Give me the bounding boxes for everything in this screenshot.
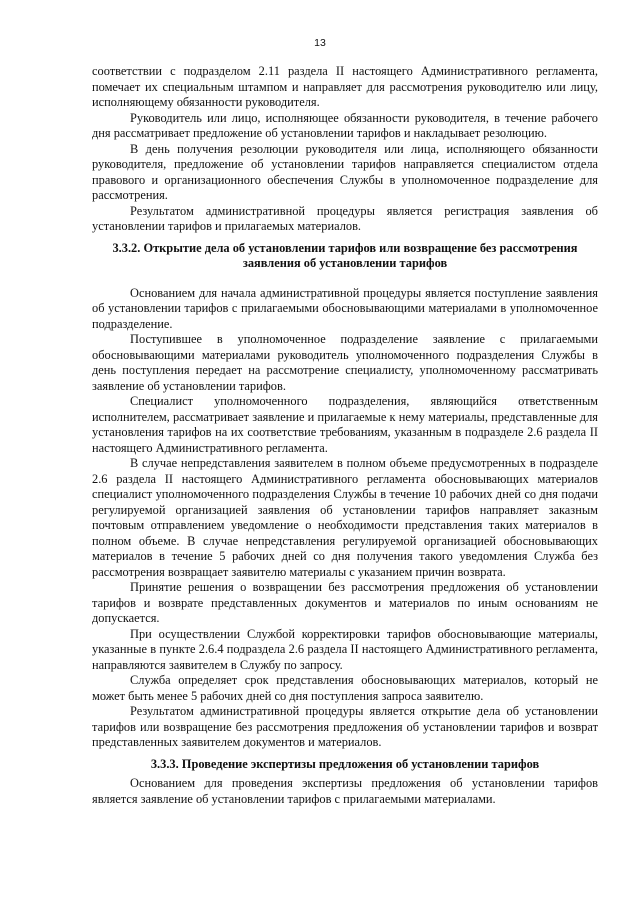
paragraph: Результатом административной процедуры является регистрация заявления об установлении тарифов и прилагаемых материалов.: [92, 203, 598, 233]
page-number: 13: [314, 37, 326, 49]
paragraph: Руководитель или лицо, исполняющее обязанности руководителя, в течение рабочего дня рассматривает предложение об установлении тарифов и накладывает резолюцию.: [92, 110, 598, 140]
paragraph: Результатом административной процедуры является открытие дела об установлении тарифов или возвращение без рассмотрения предложения об установлении тарифов и возврат представленных заявителем документов и материалов.: [92, 704, 598, 749]
section-heading-3-3-3: 3.3.3. Проведение экспертизы предложения об установлении тарифов: [150, 756, 540, 771]
paragraph: Специалист уполномоченного подразделения, являющийся ответственным исполнителем, рассматривает заявление и прилагаемые к нему материалы, представленные для установления тарифов на их соответствие требованиям, указанным в подразделе 2.6 раздела II настоящего Административного регламента.: [92, 394, 598, 455]
paragraph: В день получения резолюции руководителя или лица, исполняющего обязанности руководителя, предложение об установлении тарифов направляется специалистом отдела правового и организационного обеспечения Службы в уполномоченное подразделение для рассмотрения.: [92, 141, 598, 202]
paragraph: соответствии с подразделом 2.11 раздела II настоящего Административного регламента, помечает их специальным штампом и направляет для рассмотрения руководителю или лицу, исполняющему обязанности руководителя.: [92, 64, 598, 109]
paragraph: Принятие решения о возвращении без рассмотрения предложения об установлении тарифов и возврате представленных документов и материалов по иным основаниям не допускается.: [92, 580, 598, 625]
paragraph: Поступившее в уполномоченное подразделение заявление с прилагаемыми обосновывающими материалами руководитель уполномоченного подразделения Службы в день поступления передает на рассмотрение специалисту, уполномоченному рассматривать заявление об установлении тарифов.: [92, 332, 598, 393]
paragraph: Основанием для проведения экспертизы предложения об установлении тарифов является заявление об установлении тарифов с прилагаемыми материалами.: [92, 776, 598, 806]
paragraph: В случае непредставления заявителем в полном объеме предусмотренных в подразделе 2.6 раздела II настоящего Административного регламента обосновывающих материалов специалист уполномоченного подразделения Службы в течение 10 рабочих дней со дня подачи регулируемой организацией заявления об установлении тарифов направляет заказным почтовым отправлением уведомление о необходимости представления таких материалов в полном объеме. В случае непредставления регулируемой организацией обосновывающих материалов в течение 5 рабочих дней со дня получения такого уведомления Служба без рассмотрения возвращает заявителю материалы с указанием причин возврата.: [92, 456, 598, 579]
section-heading-3-3-2: 3.3.2. Открытие дела об установлении тарифов или возвращение без рассмотрения заявления об установлении тарифов: [112, 240, 578, 270]
paragraph: При осуществлении Службой корректировки тарифов обосновывающие материалы, указанные в пункте 2.6.4 подраздела 2.6 раздела II настоящего Административного регламента, направляются заявителем в Службу по запросу.: [92, 626, 598, 672]
paragraph: Служба определяет срок представления обосновывающих материалов, который не может быть менее 5 рабочих дней со дня поступления запроса заявителю.: [92, 673, 598, 703]
paragraph: Основанием для начала административной процедуры является поступление заявления об установлении тарифов с прилагаемыми обосновывающими материалами в уполномоченное подразделение.: [92, 285, 598, 331]
document-body: [92, 64, 598, 807]
